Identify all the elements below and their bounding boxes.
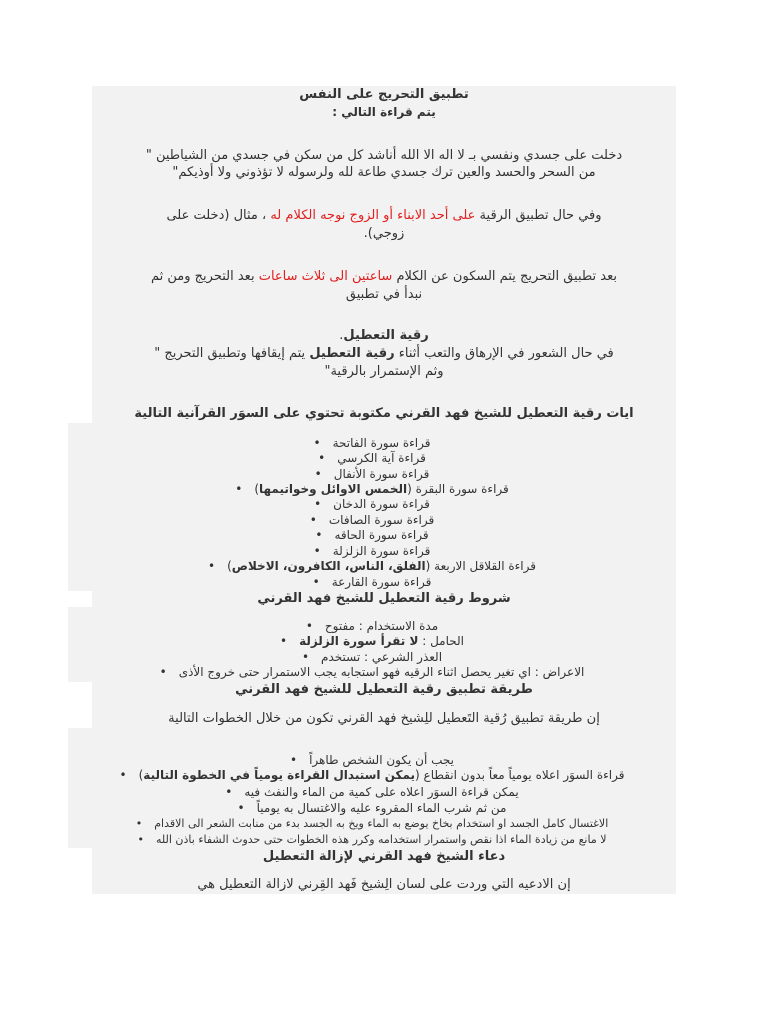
step-item <box>68 753 676 767</box>
step-item <box>68 801 676 815</box>
surah-item <box>68 451 676 465</box>
subtitle: يتم قراءة التالي : <box>332 105 436 119</box>
list-item-text: مدة الاستخدام : مفتوح <box>324 619 439 633</box>
bullet-icon: • <box>315 528 323 542</box>
bullet-icon: • <box>314 467 322 481</box>
list-item-end: ) <box>254 482 259 496</box>
list-item-bold: يمكن استبدال القراءة يومياً في الخطوة التالية <box>143 768 416 782</box>
list-item-text: يجب أن يكون الشخص طاهراً <box>309 753 454 767</box>
dua-line-2: من السحر والحسد والعين ترك جسدي طاعة لله ولرسوله لا تؤذوني ولا أوذيكم" <box>172 165 596 180</box>
step-item <box>68 768 676 782</box>
step-item <box>68 785 676 799</box>
list-item-bold: لا تقرأ سورة الزلزلة <box>299 634 419 648</box>
bullet-icon: • <box>313 544 321 558</box>
list-item-text: من ثم شرب الماء المقروء عليه والاغتسال به يومياً <box>256 801 507 815</box>
surah-item <box>68 575 676 589</box>
list-item-end: ) <box>227 559 232 573</box>
tired-text-2: يتم إيقافها وتطبيق التحريج " <box>154 346 306 361</box>
list-item-text: قراءة السوَر اعلاه يومياً معاً بدون انقطاع ( <box>415 768 625 782</box>
step-item <box>68 817 676 830</box>
condition-item <box>68 665 676 679</box>
dua-intro: إن الادعيه التي وردت على لسان الِشيخ فَهد القِرني لازالة التعطيل هي <box>197 877 571 892</box>
after-paragraph-line-2: نبدأ في تطبيق <box>345 287 423 302</box>
surah-item <box>68 467 676 481</box>
bullet-icon: • <box>135 817 143 830</box>
list-item-text: قراءة سورة الأنفال <box>333 467 430 481</box>
bullet-icon: • <box>309 513 317 527</box>
ruqya-heading-text: رقية التعطيل <box>343 328 429 343</box>
list-item-text: قراءة سورة البقرة ( <box>407 482 509 496</box>
list-item-text: الاغتسال كامل الجسد او استخدام بخاخ يوضع به الماء ويخ به الجسد بدء من منابت الشعر الى الاقدام <box>154 817 609 830</box>
child-text-red: على أحد الابناء أو الزوج نوجه الكلام له <box>270 208 476 223</box>
list-item-text: الحامل : <box>418 634 464 648</box>
tired-text-1: في حال الشعور في الإرهاق والتعب أثناء <box>398 346 614 361</box>
after-text-2: بعد التحريج ومن ثم <box>150 269 255 284</box>
child-text-1: وفي حال تطبيق الرقية <box>479 208 602 223</box>
verses-heading: ايات رقية التعطيل للشيخ فهد القرني مكتوبة تحتوي على السوَر القرآنية التالية <box>134 406 634 421</box>
after-paragraph-line-1 <box>92 269 676 284</box>
child-paragraph-line-2: زوجي). <box>363 226 405 241</box>
surah-item <box>68 544 676 558</box>
condition-item <box>68 619 676 633</box>
child-text-3: ، مثال (دخلت على <box>166 208 267 223</box>
method-intro: إن طريقة تطبيق رُقية التَعطيل للِشيخ فهد القرني تكون من خلال الخطوات التالية <box>168 711 600 726</box>
bullet-icon: • <box>312 575 320 589</box>
list-item-text: الاعراض : اي تغير يحصل اثناء الرقيه فهو استجابه يجب الاستمرار حتى خروج الأذى <box>178 665 585 679</box>
bullet-icon: • <box>313 436 321 450</box>
list-item-text: قراءة سورة الحاقه <box>334 528 429 542</box>
bullet-icon: • <box>301 650 310 664</box>
list-item-text: قراءة القلاقل الاربعة ( <box>425 559 536 573</box>
surah-item <box>68 528 676 542</box>
bullet-icon: • <box>225 785 233 799</box>
child-paragraph-line-1 <box>92 208 676 223</box>
bullet-icon: • <box>159 665 167 679</box>
list-item-text: العذر الشرعي : تستخدم <box>321 650 443 664</box>
surah-item <box>68 513 676 527</box>
tired-paragraph-line-1 <box>92 346 676 361</box>
dua-heading: دعاء الشيخ فهد القرني لإزالة التعطيل <box>262 849 506 864</box>
surah-item <box>68 497 676 511</box>
page-title: تطبيق التحريج على النفس <box>299 87 469 102</box>
surah-item <box>68 436 676 450</box>
after-text-1: بعد تطبيق التحريج يتم السكون عن الكلام <box>396 269 618 284</box>
bullet-icon: • <box>314 497 322 511</box>
after-text-red: ساعتين الى ثلاث ساعات <box>258 269 393 284</box>
surah-item <box>68 559 676 573</box>
conditions-heading: شروط رقية التعطيل للشيخ فهد القرني <box>257 591 511 606</box>
list-item-text: يمكن قراءة السوَر اعلاه على كمية من الماء والنفث فيه <box>244 785 519 799</box>
bullet-icon: • <box>279 634 288 648</box>
step-item <box>68 833 676 846</box>
condition-item <box>68 634 676 648</box>
bullet-icon: • <box>237 801 245 815</box>
ruqya-heading <box>92 328 676 343</box>
list-item-text: قراءة آية الكرسي <box>337 451 426 465</box>
list-item-text: لا مانع من زيادة الماء اذا نقص واستمرار استخدامه وكرر هذه الخطوات حتى حدوث الشفاء باذن الله <box>155 833 607 846</box>
bullet-icon: • <box>119 768 127 782</box>
bullet-icon: • <box>290 753 298 767</box>
method-heading: طريقة تطبيق رقية التعطيل للشيخ فهد القرني <box>235 682 533 697</box>
surah-item <box>68 482 676 496</box>
ruqya-heading-dot: . <box>339 328 344 343</box>
tired-paragraph-line-2: وثم الإستمرار بالرقية" <box>324 364 444 379</box>
list-item-end: ) <box>138 768 144 782</box>
list-item-bold: الخمس الاوائل وخواتيمها <box>259 482 408 496</box>
list-item-text: قراءة سورة الصافات <box>328 513 435 527</box>
tired-text-bold: رقية التعطيل <box>309 346 395 361</box>
list-item-text: قراءة سورة الدخان <box>333 497 430 511</box>
bullet-icon: • <box>318 451 326 465</box>
list-item-text: قراءة سورة الفاتحة <box>332 436 431 450</box>
bullet-icon: • <box>235 482 243 496</box>
list-item-bold: الفلق، الناس، الكافرون، الاخلاص <box>231 559 426 573</box>
bullet-icon: • <box>305 619 313 633</box>
condition-item <box>68 650 676 664</box>
bullet-icon: • <box>137 833 144 846</box>
list-item-text: قراءة سورة الزلزلة <box>332 544 431 558</box>
bullet-icon: • <box>208 559 216 573</box>
dua-line-1: دخلت على جسدي ونفسي بـ لا اله الا الله أناشد كل من سكن في جسدي من الشياطين " <box>145 148 623 163</box>
list-item-text: قراءة سورة القارعة <box>331 575 432 589</box>
